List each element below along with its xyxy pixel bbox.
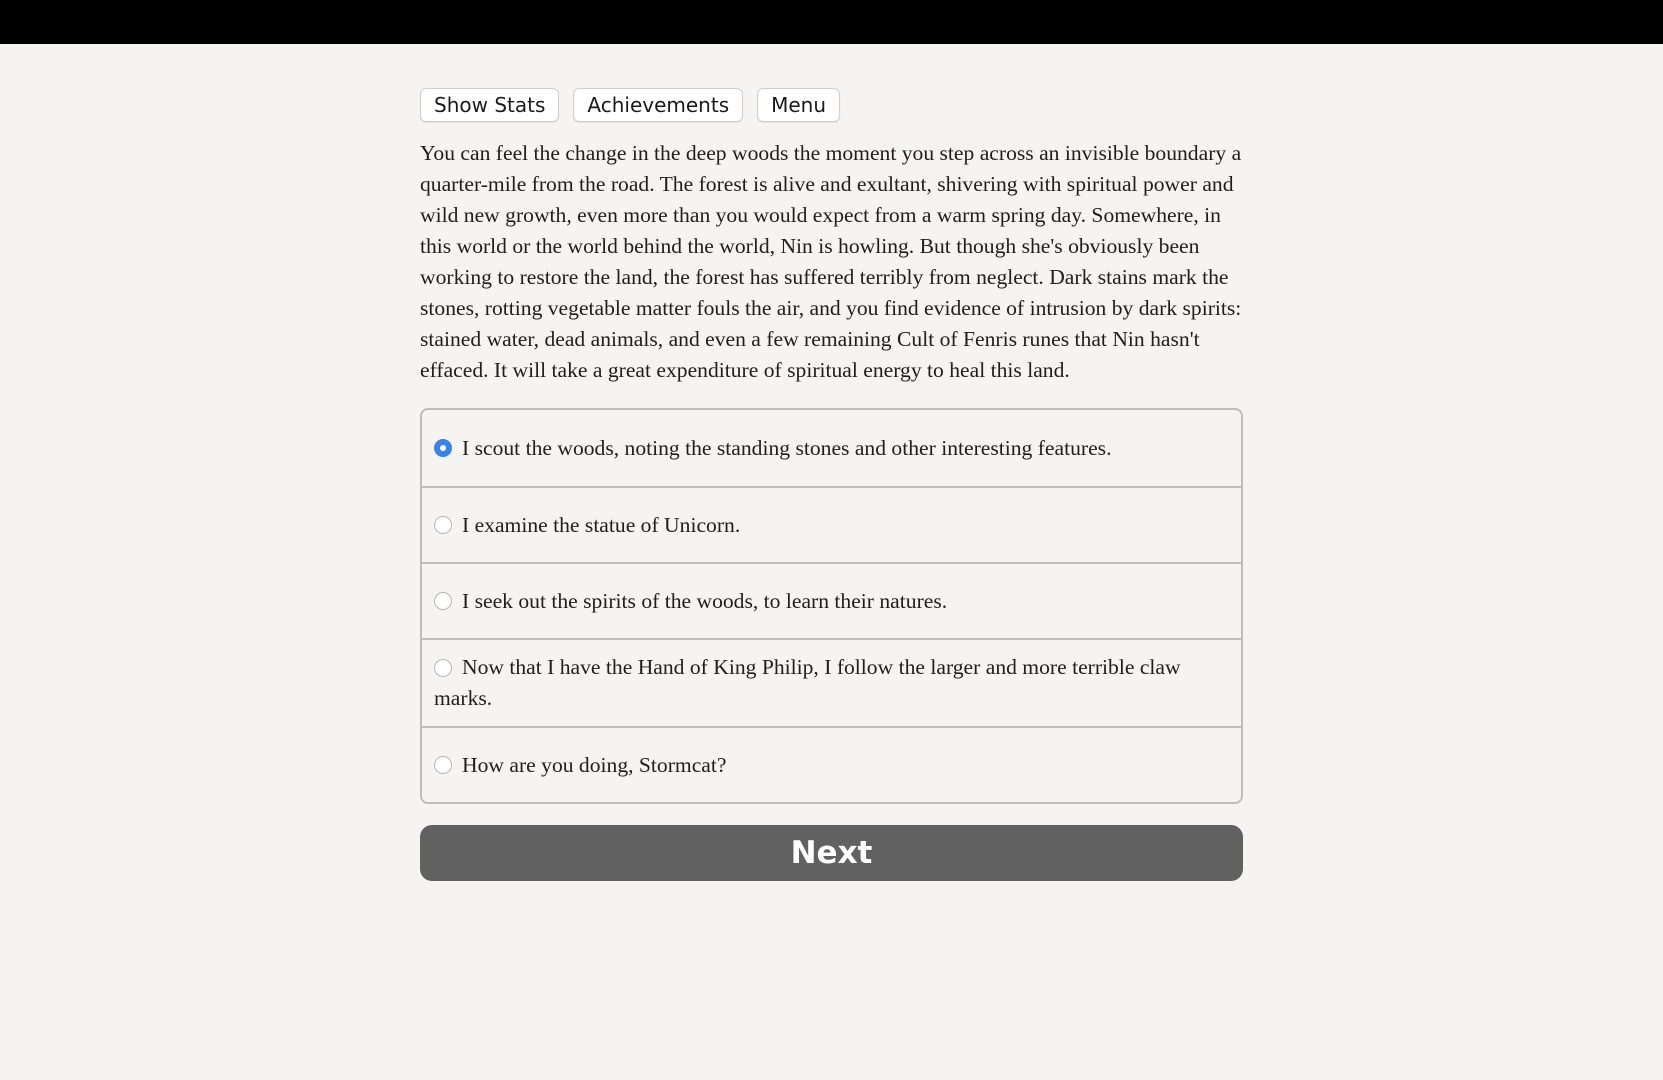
story-passage: You can feel the change in the deep woods the moment you step across an invisible boundary a quarter-mile from the road. The forest is alive and exultant, shivering with spiritual power and wild new growth, even more than you would expect from a warm spring day. Somewhere, in this world or the world behind the world, Nin is howling. But though she's obviously been working to restore the land, the forest has suffered terribly from neglect. Dark stains mark the stones, rotting vegetable matter fouls the air, and you find evidence of intrusion by dark spirits: stained water, dead animals, and even a few remaining Cult of Fenris runes that Nin hasn't effaced. It will take a great expenditure of spiritual energy to heal this land. xyxy=(420,141,1242,382)
game-container xyxy=(420,88,1243,881)
radio-icon[interactable] xyxy=(434,659,452,677)
radio-selected-icon[interactable] xyxy=(434,439,452,457)
toolbar xyxy=(420,88,1243,122)
choice-option[interactable] xyxy=(422,562,1241,638)
next-button[interactable]: Next xyxy=(420,825,1243,881)
choice-option[interactable] xyxy=(422,638,1241,726)
choice-list xyxy=(420,408,1243,804)
choice-label: I seek out the spirits of the woods, to learn their natures. xyxy=(462,588,948,613)
radio-icon[interactable] xyxy=(434,756,452,774)
choice-label: I scout the woods, noting the standing stones and other interesting features. xyxy=(462,435,1112,460)
choice-option[interactable] xyxy=(422,410,1241,486)
choice-option[interactable] xyxy=(422,486,1241,562)
menu-button[interactable]: Menu xyxy=(757,88,840,122)
radio-icon[interactable] xyxy=(434,592,452,610)
achievements-button[interactable]: Achievements xyxy=(573,88,743,122)
show-stats-button[interactable]: Show Stats xyxy=(420,88,559,122)
radio-icon[interactable] xyxy=(434,516,452,534)
choice-option[interactable] xyxy=(422,726,1241,802)
choice-label: Now that I have the Hand of King Philip, I follow the larger and more terrible claw marks. xyxy=(434,655,1181,710)
choice-label: How are you doing, Stormcat? xyxy=(462,752,727,777)
top-bar xyxy=(0,0,1663,44)
choice-label: I examine the statue of Unicorn. xyxy=(462,512,741,537)
